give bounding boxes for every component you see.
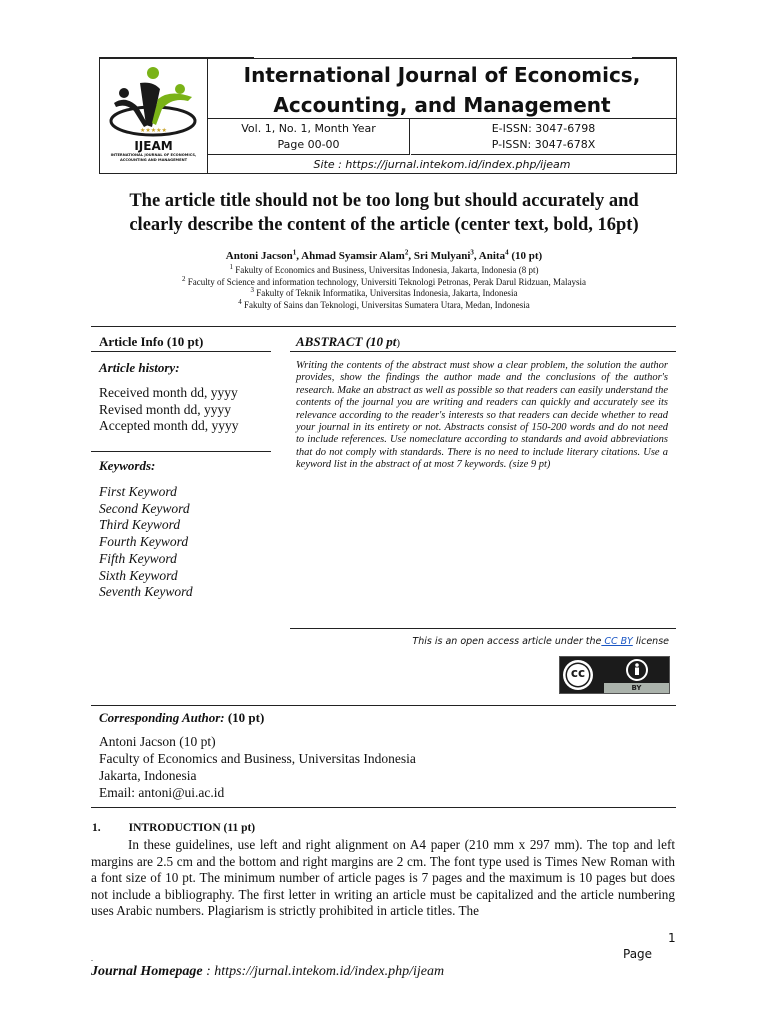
article-info-heading: Article Info (10 pt) — [99, 334, 204, 349]
article-history-label: Article history: — [99, 360, 180, 375]
pissn: P-ISSN: 3047-678X — [491, 138, 596, 151]
affiliation-4: $^4$ Fakulty of Sains dan Teknologi, Universitas Sumatera Utara, Medan, Indonesia — [238, 297, 530, 310]
page-label: Page — [623, 947, 653, 961]
volume-info: Vol. 1, No. 1, Month Year — [241, 122, 376, 135]
affiliation-3: $^3$ Fakulty of Teknik Informatika, Universitas Indonesia, Jakarta, Indonesia — [250, 286, 518, 298]
corresponding-name: Antoni Jacson (10 pt) — [99, 734, 216, 749]
journal-header — [99, 58, 677, 174]
svg-text:★★★★★: ★★★★★ — [140, 127, 167, 134]
author-1: Antoni Jacson$^1$ — [225, 248, 297, 262]
keyword-item: Third Keyword — [99, 517, 181, 532]
author-2: Ahmad Syamsir Alam$^2$ — [301, 248, 409, 262]
abstract-heading-rule — [290, 351, 676, 352]
introduction-heading: 1. INTRODUCTION (11 pt) — [92, 822, 256, 834]
journal-title: International Journal of Economics, Accounting, and Management — [208, 59, 676, 119]
corresponding-faculty: Faculty of Economics and Business, Universitas Indonesia — [99, 751, 416, 766]
page-range: Page 00-00 — [277, 138, 340, 151]
keyword-item: Seventh Keyword — [99, 584, 193, 599]
affiliation-1: $^1$ Fakulty of Economics and Business, Universitas Indonesia, Jakarta, Indonesia (8 pt) — [229, 263, 539, 275]
author-list: Antoni Jacson$^1$, Ahmad Syamsir Alam$^2$, Sri Mulyani$^3$, Anita$^4$ (10 pt) — [225, 248, 543, 262]
corresponding-city: Jakarta, Indonesia — [99, 768, 197, 783]
cc-by-link[interactable]: CC BY — [601, 636, 633, 647]
cc-by-badge[interactable] — [559, 656, 670, 694]
abstract-text: Writing the contents of the abstract must show a clear problem, the solution the author provides, show the findings the author made and the conclusions of the author's research. Make an abstract as well as possible so that readers can easily understand the contents of the journal you are writing and readers can quickly and accurately see its relevance according to the reader's interests so that readers can decide whether to read your journal in its entirety or not. Abstracts consist of 150-200 words and do not need to include references. Use nomeclature according to standards and avoid abbreviations that do not comply with standards. There is no need to include literary citations. Use a keyword list in the abstract of at most 7 keywords. (size 9 pt) — [296, 360, 668, 471]
keyword-item: Second Keyword — [99, 500, 190, 516]
author-3: Sri Mulyani$^3$ — [413, 248, 474, 262]
keywords-rule — [91, 451, 271, 452]
affiliation-2: $^2$ Faculty of Science and information technology, Universiti Teknologi Petronas, Perak Darul Ridzuan, Malaysia — [181, 274, 587, 287]
accepted-date: Accepted month dd, yyyy — [99, 418, 239, 433]
cc-label: cc — [570, 666, 586, 680]
open-access-note: This is an open access article under the CC BY license — [412, 636, 669, 647]
license-rule — [290, 628, 676, 629]
article-title: The article title should not be too long but should accurately and clearly describe the content of the article (center text, bold, 16pt) — [129, 191, 639, 235]
abstract-heading: ABSTRACT (10 pt) — [296, 334, 401, 349]
corresponding-top-rule — [91, 705, 676, 706]
revised-date: Revised month dd, yyyy — [99, 402, 231, 417]
journal-site-link[interactable]: Site : https://jurnal.intekom.id/index.php/ijeam — [313, 158, 571, 171]
logo-subtitle: INTERNATIONAL JOURNAL OF ECONOMICS, ACCOUNTING AND MANAGEMENT — [110, 153, 197, 162]
keywords-label: Keywords: — [99, 458, 156, 473]
header-top-rule-right — [632, 57, 677, 58]
eissn: E-ISSN: 3047-6798 — [491, 122, 596, 135]
logo-text: IJEAM — [134, 139, 173, 153]
info-heading-rule — [91, 351, 271, 352]
keyword-item: Sixth Keyword — [99, 567, 178, 583]
introduction-paragraph: In these guidelines, use left and right alignment on A4 paper (210 mm x 297 mm). The top and left margins are 2.5 cm and the bottom and right margins are 2 cm. The font type used is Times New Roman with a font size of 10 pt. The minimum number of article pages is 7 pages and the maximum is 10 pages but does not include a bibliography. The first letter in writing an article must be capitalized and the article numbering uses Arabic numbers. Plagiarism is strictly prohibited in article titles. The — [91, 837, 675, 918]
by-label: BY — [631, 684, 642, 692]
journal-homepage-footer[interactable]: Journal Homepage : https://jurnal.intekom.id/index.php/ijeam — [91, 964, 445, 979]
issn-cell — [411, 119, 676, 155]
corresponding-bottom-rule — [91, 807, 676, 808]
corresponding-heading: Corresponding Author: (10 pt) — [99, 710, 265, 725]
section-top-rule — [91, 326, 676, 327]
footer-dot: . — [91, 954, 93, 963]
corresponding-email[interactable]: Email: antoni@ui.ac.id — [99, 785, 225, 800]
volume-cell — [208, 119, 410, 155]
keyword-item: Fourth Keyword — [99, 534, 189, 549]
keyword-item: Fifth Keyword — [99, 550, 177, 566]
author-4: Anita$^4$ — [478, 248, 509, 262]
journal-logo — [100, 59, 208, 173]
received-date: Received month dd, yyyy — [99, 385, 238, 400]
keyword-item: First Keyword — [99, 484, 177, 499]
page-number: 1 — [668, 931, 676, 945]
